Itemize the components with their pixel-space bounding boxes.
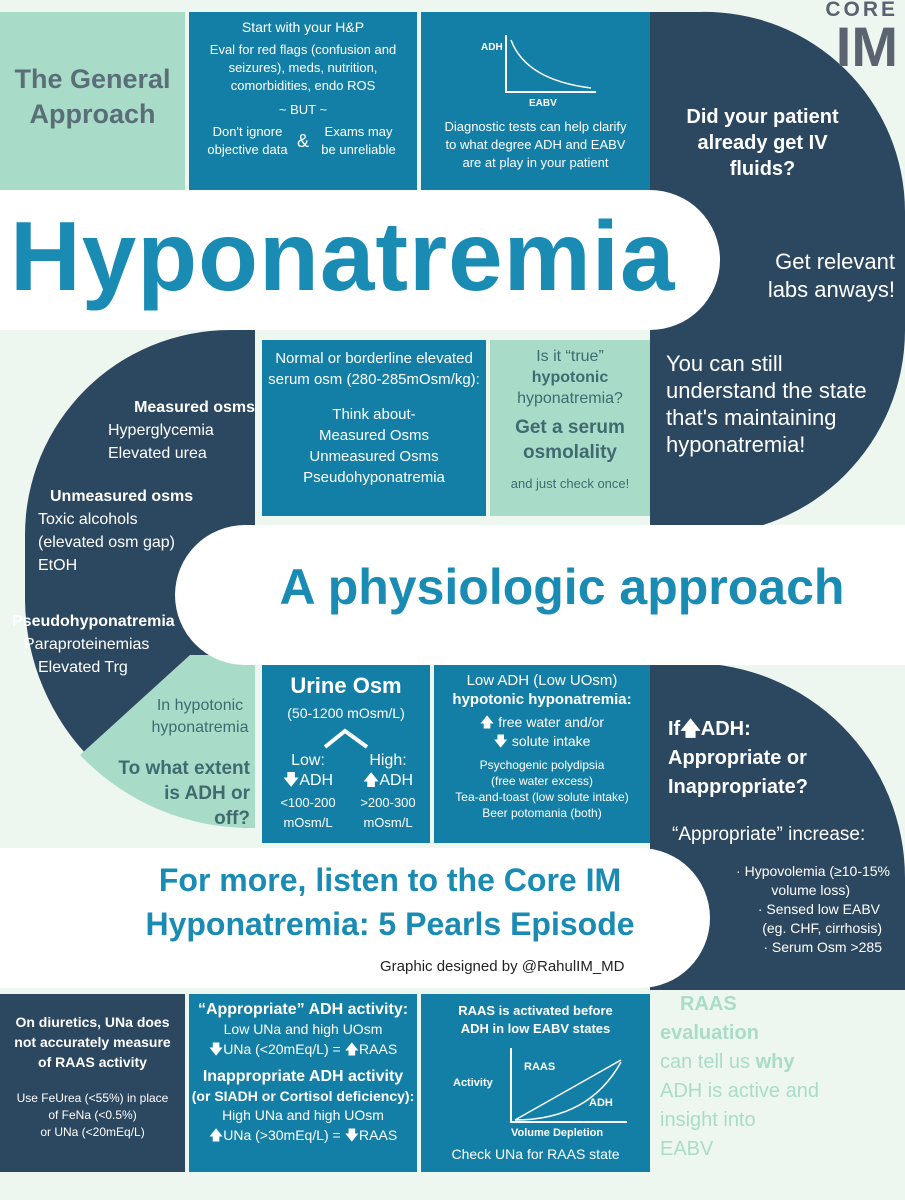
inapprop-adh-sub: High UNa and high UOsm [222, 1107, 384, 1123]
normal-osm-line1: Normal or borderline elevated [275, 350, 473, 367]
up-arrow-icon: 🡅 [208, 1127, 224, 1143]
true-hypo-line2: hypotonic [531, 369, 609, 386]
inapprop-adh-formula: UNa (>30mEq/L) = [223, 1127, 345, 1143]
normal-osm-panel [262, 340, 486, 516]
raas-y-label: Activity [453, 1077, 493, 1089]
extent-in-line2: hyponatremia [151, 719, 249, 736]
urine-title: Urine Osm [290, 673, 402, 698]
appropriate-adh-panel [189, 994, 417, 1172]
diuretics-line2: not accurately measure [14, 1034, 171, 1050]
pseudo-item2: Elevated Trg [38, 659, 128, 676]
iv-still-line3: that's maintaining [666, 405, 837, 430]
iv-still-line1: You can still [666, 351, 783, 376]
hp-left-line1: Don't ignore [212, 124, 283, 139]
appropriate-list [720, 862, 890, 957]
adh-curve [511, 40, 591, 88]
listen-text [90, 858, 690, 946]
low-adh-title1: Low ADH (Low UOsm) [466, 672, 618, 689]
approp-adh-title: “Appropriate” ADH activity: [197, 1001, 409, 1018]
hp-panel [189, 12, 417, 190]
adh-axis [506, 35, 596, 92]
iv-still-line4: hyponatremia! [666, 432, 806, 457]
down-arrow-icon: 🡇 [344, 1127, 360, 1143]
normal-osm-item3: Pseudohyponatremia [303, 469, 445, 486]
unmeasured-item3: EtOH [38, 557, 78, 574]
true-hypo-line3: hyponatremia? [517, 390, 623, 407]
approp-item2a: · Sensed low EABV [757, 901, 880, 917]
pseudo-heading: Pseudohyponatremia [12, 613, 175, 630]
urine-low-adh: ADH [299, 772, 334, 789]
iv-question [655, 104, 870, 182]
raas-eval-line5: insight into [660, 1109, 756, 1131]
extent-in-line1: In hypotonic [156, 697, 244, 714]
urine-osm-panel [262, 665, 430, 843]
inapprop-adh-formula-end: RAAS [359, 1127, 398, 1143]
iv-q-line2: already get IV [697, 132, 828, 154]
adh-eabv-panel [421, 12, 650, 190]
iv-still-line2: understand the state [666, 378, 867, 403]
low-adh-e3: Tea-and-toast (low solute intake) [455, 790, 629, 804]
brand-im: IM [835, 15, 898, 78]
adh-curve-label: ADH [589, 1097, 613, 1109]
diuretics-line1: On diuretics, UNa does [15, 1014, 170, 1030]
down-arrow-icon: 🡇 [282, 772, 300, 789]
urine-low-val2: mOsm/L [283, 815, 333, 830]
raas-curve-label: RAAS [524, 1061, 556, 1073]
normal-osm-line2: serum osm (280-285mOsm/kg): [268, 371, 480, 388]
low-adh-b2: solute intake [511, 733, 591, 749]
approp-item1b: volume loss) [771, 882, 850, 898]
true-hypo-get2: osmolality [523, 442, 617, 463]
raas-chart [449, 1040, 649, 1140]
raas-title2: ADH in low EABV states [460, 1021, 611, 1036]
urine-low: Low: [291, 752, 325, 769]
measured-item2: Elevated urea [108, 445, 207, 462]
true-hypotonic-panel [490, 340, 650, 516]
adh-box-line2: to what degree ADH and EABV [445, 137, 626, 152]
measured-heading: Measured osms [134, 399, 255, 416]
low-adh-panel [434, 665, 650, 843]
normal-osm-item2: Unmeasured Osms [309, 448, 439, 465]
general-title-line2: Approach [29, 99, 156, 129]
main-title: Hyponatremia [10, 201, 676, 311]
if-adh-post: ADH: [700, 718, 751, 740]
subtitle: A physiologic approach [279, 559, 845, 615]
up-arrow-icon: 🡅 [344, 1041, 360, 1057]
hp-right-line1: Exams may [324, 124, 393, 139]
measured-item1: Hyperglycemia [108, 422, 214, 439]
hp-right-line2: be unreliable [321, 142, 396, 157]
low-adh-e2: (free water excess) [490, 774, 594, 788]
urine-high-val1: >200-300 [360, 795, 416, 810]
low-adh-b1: free water and/or [498, 714, 605, 730]
unmeasured-item1: Toxic alcohols [38, 511, 138, 528]
normal-osm-think: Think about- [332, 406, 416, 423]
iv-q-line1: Did your patient [686, 106, 839, 128]
inapprop-adh-title2: (or SIADH or Cortisol deficiency): [191, 1088, 415, 1104]
hp-amp: & [296, 131, 309, 151]
true-hypo-get1: Get a serum [515, 417, 625, 438]
adh-axis-label: ADH [481, 42, 503, 53]
diuretics-panel [0, 994, 185, 1172]
urine-high-adh: ADH [379, 772, 414, 789]
raas-eval-line3-bold: why [755, 1051, 795, 1073]
raas-check: Check UNa for RAAS state [451, 1146, 620, 1162]
up-arrow-icon: 🡅 [680, 718, 701, 740]
diuretics-use1: Use FeUrea (<55%) in place [16, 1091, 169, 1105]
approp-item2b: (eg. CHF, cirrhosis) [762, 920, 882, 936]
raas-title1: RAAS is activated before [458, 1003, 613, 1018]
raas-eval-line6: EABV [660, 1138, 714, 1160]
diuretics-use2: of FeNa (<0.5%) [48, 1108, 137, 1122]
measured-osms [100, 396, 255, 465]
approp-adh-formula-end: RAAS [359, 1041, 398, 1057]
urine-high: High: [369, 752, 407, 769]
approp-adh-sub: Low UNa and high UOsm [223, 1021, 383, 1037]
inapprop-adh-title1: Inappropriate ADH activity [202, 1068, 404, 1085]
if-adh-pre: If [668, 718, 681, 740]
approp-item3: · Serum Osm >285 [763, 939, 882, 955]
general-title-line1: The General [14, 64, 171, 94]
low-adh-title2: hypotonic hyponatremia: [452, 691, 632, 708]
approp-adh-formula: UNa (<20mEq/L) = [223, 1041, 345, 1057]
if-adh-line2: Appropriate or [668, 747, 807, 769]
iv-labs-line2: labs anways! [767, 277, 895, 302]
hp-but: ~ BUT ~ [278, 102, 328, 117]
raas-x-label: Volume Depletion [511, 1127, 604, 1139]
extent-in [140, 695, 260, 739]
general-approach-panel [0, 12, 185, 190]
diuretics-use3: or UNa (<20mEq/L) [40, 1125, 145, 1139]
raas-eval-line2: evaluation [660, 1022, 759, 1044]
urine-low-val1: <100-200 [280, 795, 336, 810]
pseudo-item1: Paraproteinemias [24, 636, 150, 653]
adh-box-line1: Diagnostic tests can help clarify [444, 119, 627, 134]
credit: Graphic designed by @RahulIM_MD [380, 958, 625, 975]
eabv-axis-label: EABV [529, 98, 557, 109]
hp-left-line2: objective data [207, 142, 288, 157]
extent-q-line2: is ADH or [164, 783, 250, 804]
appropriate-increase: “Appropriate” increase: [672, 824, 866, 845]
raas-eval-line3-pre: can tell us [660, 1051, 756, 1073]
normal-osm-item1: Measured Osms [318, 427, 430, 444]
unmeasured-heading: Unmeasured osms [50, 488, 194, 505]
low-adh-e4: Beer potomania (both) [482, 806, 602, 820]
extent-q-line1: To what extent [118, 758, 250, 779]
brand-core: CORE [825, 0, 898, 21]
listen-line1: For more, listen to the Core IM [158, 862, 622, 898]
hp-body-line3: comorbidities, endo ROS [230, 78, 376, 93]
iv-labs-line1: Get relevant [775, 249, 895, 274]
unmeasured-item2: (elevated osm gap) [38, 534, 175, 551]
approp-item1a: · Hypovolemia (≥10-15% [736, 863, 890, 879]
true-hypo-line1: Is it “true” [536, 348, 604, 365]
true-hypo-once: and just check once! [510, 476, 630, 491]
pseudo-osms [12, 610, 212, 679]
raas-eval-line4: ADH is active and [660, 1080, 819, 1102]
diuretics-line3: of RAAS activity [38, 1054, 147, 1070]
up-arrow-icon: 🡅 [362, 772, 380, 789]
raas-eval-line1: RAAS [680, 993, 737, 1015]
if-adh-question [668, 715, 868, 802]
hp-title: Start with your H&P [241, 19, 365, 35]
hp-body-line2: seizures), meds, nutrition, [228, 60, 378, 75]
adh-box-line3: are at play in your patient [462, 155, 609, 170]
iv-still [666, 350, 896, 458]
down-arrow-icon: 🡇 [208, 1041, 224, 1057]
raas-panel [421, 994, 650, 1172]
hp-body-line1: Eval for red flags (confusion and [209, 42, 397, 57]
up-arrow-icon: 🡅 [479, 714, 495, 730]
low-adh-e1: Psychogenic polydipsia [479, 758, 605, 772]
listen-line2: Hyponatremia: 5 Pearls Episode [145, 906, 635, 942]
raas-evaluation [660, 990, 860, 1164]
adh-eabv-chart [471, 20, 601, 110]
unmeasured-osms [38, 485, 238, 577]
extent-question [100, 756, 250, 831]
iv-labs [735, 248, 895, 304]
down-arrow-icon: 🡇 [493, 733, 508, 749]
urine-range: (50-1200 mOsm/L) [287, 705, 405, 721]
iv-q-line3: fluids? [729, 158, 796, 180]
extent-q-line3: off? [214, 808, 250, 829]
urine-high-val2: mOsm/L [363, 815, 413, 830]
if-adh-line3: Inappropriate? [668, 776, 809, 798]
urine-split-arrows [317, 725, 377, 751]
